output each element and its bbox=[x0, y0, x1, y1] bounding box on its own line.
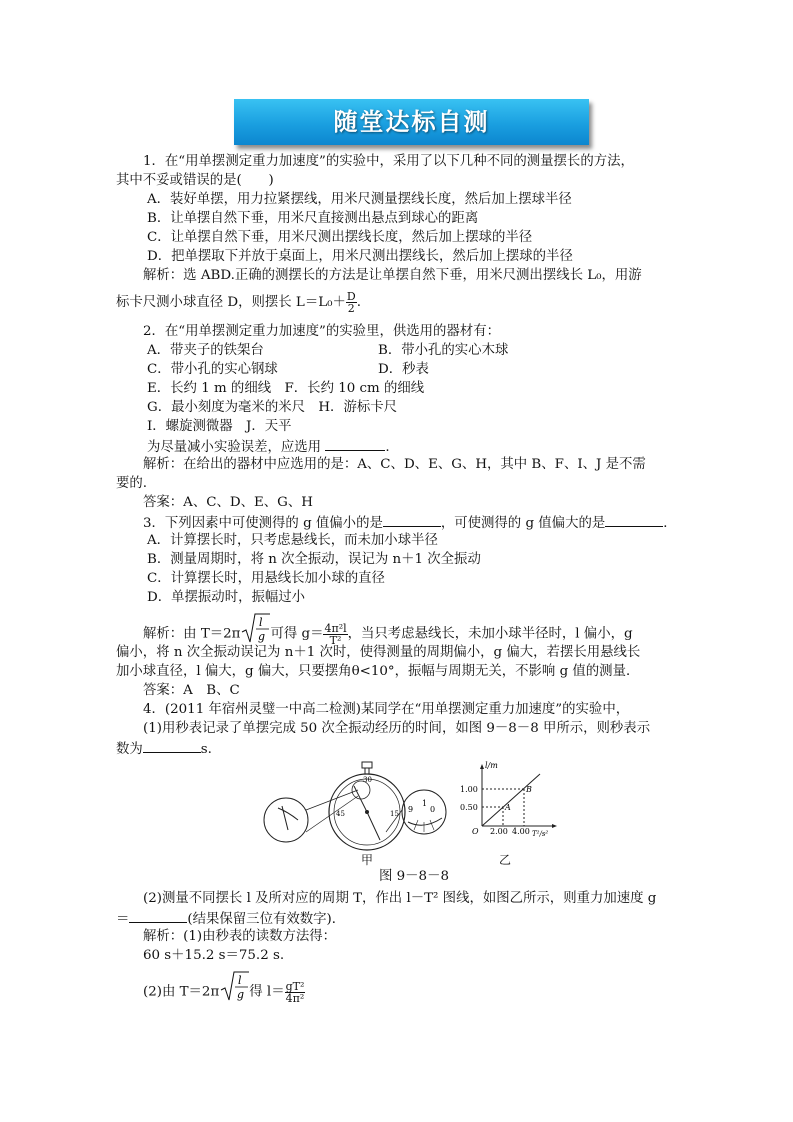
q4-fraction-l: $\frac{\text{gT²}}{\text{4π²}}$ bbox=[285, 979, 305, 1005]
q2-option-ef: E．长约 1 m 的细线 F．长约 10 cm 的细线 bbox=[147, 381, 425, 396]
svg-text:15: 15 bbox=[390, 810, 399, 818]
q3-fraction-g: $\frac{\text{4π²l}}{\text{T²}}$ bbox=[324, 621, 347, 647]
q3-blank-2[interactable] bbox=[605, 514, 663, 527]
q2-option-gh: G．最小刻度为毫米的米尺 H．游标卡尺 bbox=[147, 400, 398, 415]
figure-label-yi: 乙 bbox=[499, 853, 512, 867]
svg-text:l: l bbox=[238, 974, 242, 987]
graph-line bbox=[482, 774, 540, 826]
q1-option-d: D．把单摆取下并放于桌面上，用米尺测出摆线长，然后加上摆球的半径 bbox=[147, 249, 573, 264]
svg-text:0.50: 0.50 bbox=[460, 803, 478, 812]
q1-analysis-line1: 解析：选 ABD.正确的测摆长的方法是让单摆自然下垂，用米尺测出摆线长 L₀，用游 bbox=[143, 268, 642, 283]
q4-part2-line2: ＝ (结果保留三位有效数字)． bbox=[116, 912, 346, 927]
svg-text:4.00: 4.00 bbox=[512, 827, 530, 836]
svg-text:9: 9 bbox=[408, 805, 414, 814]
q4-analysis-line1: 解析：(1)由秒表的读数方法得： bbox=[143, 929, 337, 944]
figure-stopwatch-and-graph bbox=[258, 760, 568, 860]
sqrt-l-over-g-2 bbox=[219, 970, 249, 1014]
q4-blank-2[interactable] bbox=[129, 910, 187, 923]
q2-answer: 答案：A、C、D、E、G、H bbox=[143, 495, 313, 510]
q3-option-d: D．单摆振动时，振幅过小 bbox=[147, 590, 306, 605]
q3-option-c: C．计算摆长时，用悬线长加小球的直径 bbox=[147, 571, 385, 586]
section-banner bbox=[234, 99, 589, 145]
q4-blank-1[interactable] bbox=[143, 740, 201, 753]
q2-analysis-line1: 解析：在给出的器材中应选用的是：A、C、D、E、G、H，其中 B、F、I、J 是不需 bbox=[143, 457, 646, 472]
q2-question: 为尽量减小实验误差，应选用 . bbox=[147, 440, 390, 455]
q4-part1-line1: (1)用秒表记录了单摆完成 50 次全振动经历的时间，如图 9－8－8 甲所示，则秒表示 bbox=[143, 721, 651, 736]
figure-caption: 图 9－8－8 bbox=[379, 869, 449, 884]
q1-option-c: C．让单摆自然下垂，用米尺测出摆线长度，然后加上摆球的半径 bbox=[147, 230, 533, 245]
svg-text:1.00: 1.00 bbox=[460, 785, 478, 794]
q4-stem: 4．(2011 年宿州灵璧一中高二检测)某同学在“用单摆测定重力加速度”的实验中， bbox=[143, 702, 630, 717]
l-t2-graph bbox=[460, 761, 557, 838]
q4-analysis-line3: (2)由 T＝2π l g 得 l＝ $\frac{\text{gT²}}{\text{4π²}}$ bbox=[143, 970, 305, 1014]
svg-text:0: 0 bbox=[430, 805, 436, 814]
banner-title: 随堂达标自测 bbox=[333, 108, 490, 136]
q4-part1-line2: 数为 s. bbox=[116, 742, 212, 757]
q2-option-d: D．秒表 bbox=[378, 362, 429, 377]
svg-text:l: l bbox=[259, 616, 263, 629]
q2-answer-blank[interactable] bbox=[325, 438, 385, 451]
q1-analysis-line2: 标卡尺测小球直径 D，则摆长 L＝L₀＋ $\frac{D}{2}$ . bbox=[116, 290, 361, 315]
stopwatch-figure bbox=[264, 762, 446, 850]
q3-answer: 答案：A B、C bbox=[143, 683, 240, 698]
q2-option-a: A．带夹子的铁架台 bbox=[147, 343, 264, 358]
q3-analysis-line3: 加小球直径，l 偏大，g 偏大，只要摆角θ<10°，振幅与周期无关，不影响 g 值的测量． bbox=[116, 664, 640, 679]
svg-text:l/m: l/m bbox=[485, 761, 498, 770]
q2-analysis-line2: 要的. bbox=[116, 476, 148, 491]
q1-stem-line2: 其中不妥或错误的是( ) bbox=[116, 173, 274, 188]
svg-text:30: 30 bbox=[363, 776, 372, 784]
q1-stem-line1: 1．在“用单摆测定重力加速度”的实验中，采用了以下几种不同的测量摆长的方法， bbox=[143, 154, 634, 169]
q3-stem: 3．下列因素中可使测得的 g 值偏小的是 ，可使测得的 g 值偏大的是 ． bbox=[143, 516, 677, 531]
svg-text:1: 1 bbox=[422, 799, 428, 808]
q3-analysis-line2: 偏小，将 n 次全振动误记为 n＋1 次时，使得测量的周期偏小，g 偏大，若摆长用悬线长 bbox=[116, 645, 641, 660]
svg-text:T²/s²: T²/s² bbox=[532, 830, 549, 838]
q2-option-c: C．带小孔的实心钢球 bbox=[147, 362, 278, 377]
q1-option-a: A．装好单摆，用力拉紧摆线，用米尺测量摆线长度，然后加上摆球半径 bbox=[147, 192, 572, 207]
svg-text:45: 45 bbox=[336, 810, 345, 818]
svg-text:O: O bbox=[472, 827, 479, 836]
q2-stem: 2．在“用单摆测定重力加速度”的实验里，供选用的器材有： bbox=[143, 324, 500, 339]
svg-text:g: g bbox=[237, 988, 245, 1001]
q2-option-ij: I．螺旋测微器 J．天平 bbox=[147, 419, 292, 434]
q1-option-b: B．让单摆自然下垂，用米尺直接测出悬点到球心的距离 bbox=[147, 211, 479, 226]
svg-text:g: g bbox=[258, 630, 266, 643]
q3-option-a: A．计算摆长时，只考虑悬线长，而未加小球半径 bbox=[147, 533, 438, 548]
figure-label-jia: 甲 bbox=[361, 853, 374, 867]
svg-text:A: A bbox=[505, 803, 511, 812]
svg-text:2.00: 2.00 bbox=[490, 827, 508, 836]
q1-fraction: $\frac{D}{2}$ bbox=[346, 290, 356, 315]
q4-analysis-line2: 60 s＋15.2 s＝75.2 s. bbox=[143, 948, 285, 963]
q4-part2-line1: (2)测量不同摆长 l 及所对应的周期 T，作出 l－T² 图线，如图乙所示，则重力加速度 g bbox=[143, 891, 657, 906]
q2-option-b: B．带小孔的实心木球 bbox=[378, 343, 509, 358]
q3-blank-1[interactable] bbox=[383, 514, 441, 527]
q3-option-b: B．测量周期时，将 n 次全振动，误记为 n＋1 次全振动 bbox=[147, 552, 481, 567]
q3-analysis-line1: 解析：由 T＝2π l g 可得 g＝ $\frac{\text{4π²l}}{\text{T²}}$ ，当只考虑悬线长，未加小球半径时，l 偏小，g bbox=[143, 612, 633, 656]
svg-text:B: B bbox=[526, 785, 532, 794]
